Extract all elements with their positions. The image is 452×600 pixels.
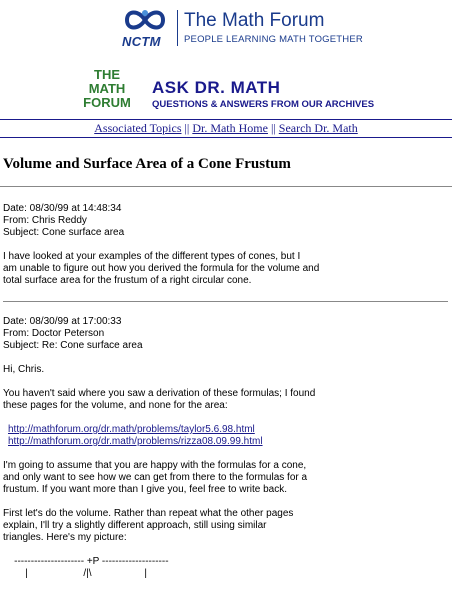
nctm-logo[interactable] bbox=[122, 8, 172, 50]
diagram-line: --------------------- +P -------------------- bbox=[3, 556, 169, 567]
header-divider bbox=[177, 10, 178, 46]
question-body bbox=[3, 251, 448, 287]
nav-bottom-rule bbox=[0, 137, 452, 138]
question-date: Date: 08/30/99 at 14:48:34 bbox=[3, 203, 122, 214]
answer-paragraph bbox=[3, 460, 448, 496]
nctm-label: NCTM bbox=[122, 34, 161, 49]
answer-header bbox=[3, 316, 448, 352]
link-line bbox=[3, 424, 448, 436]
answer-date: Date: 08/30/99 at 17:00:33 bbox=[3, 316, 122, 327]
nav-top-rule bbox=[0, 119, 452, 120]
answer-subject: Subject: Re: Cone surface area bbox=[3, 340, 143, 351]
body-line: total surface area for the frustum of a right circular cone. bbox=[3, 275, 252, 286]
forum-tagline: PEOPLE LEARNING MATH TOGETHER bbox=[184, 34, 363, 45]
ask-dr-math-subtitle: QUESTIONS & ANSWERS FROM OUR ARCHIVES bbox=[152, 99, 375, 110]
ask-dr-math-title[interactable]: ASK DR. MATH bbox=[152, 78, 281, 97]
page-title: Volume and Surface Area of a Cone Frustum bbox=[3, 156, 291, 172]
message-thread bbox=[3, 203, 448, 580]
nctm-infinity-icon bbox=[122, 8, 168, 32]
message-divider bbox=[3, 301, 448, 302]
body-line: First let's do the volume. Rather than repeat what the other pages bbox=[3, 508, 294, 519]
body-line: You haven't said where you saw a derivation of these formulas; I found bbox=[3, 388, 316, 399]
title-rule bbox=[0, 186, 452, 187]
the-math-forum-logo[interactable] bbox=[78, 68, 136, 110]
answer-paragraph bbox=[3, 508, 448, 544]
taylor-problem-link[interactable]: http://mathforum.org/dr.math/problems/taylor5.6.98.html bbox=[8, 424, 255, 435]
nav-link-associated-topics[interactable]: Associated Topics bbox=[94, 121, 182, 135]
nav-link-search-dr-math[interactable]: Search Dr. Math bbox=[278, 121, 358, 135]
body-line: triangles. Here's my picture: bbox=[3, 532, 127, 543]
logo-line: THE bbox=[94, 67, 120, 82]
body-line: I'm going to assume that you are happy with the formulas for a cone, bbox=[3, 460, 307, 471]
answer-from: From: Doctor Peterson bbox=[3, 328, 105, 339]
body-line: frustum. If you want more than I give you, feel free to write back. bbox=[3, 484, 288, 495]
body-line: I have looked at your examples of the different types of cones, but I bbox=[3, 251, 301, 262]
nav-link-dr-math-home[interactable]: Dr. Math Home bbox=[192, 121, 268, 135]
forum-title[interactable]: The Math Forum bbox=[184, 10, 325, 31]
math-forum-header bbox=[122, 8, 442, 50]
question-subject: Subject: Cone surface area bbox=[3, 227, 125, 238]
body-line: explain, I'll try a slightly different approach, still using similar bbox=[3, 520, 267, 531]
rizza-problem-link[interactable]: http://mathforum.org/dr.math/problems/rizza08.09.99.html bbox=[8, 436, 263, 447]
nav-bar bbox=[0, 121, 452, 136]
logo-line: FORUM bbox=[83, 95, 131, 110]
ascii-diagram bbox=[3, 556, 448, 580]
question-from: From: Chris Reddy bbox=[3, 215, 87, 226]
link-line bbox=[3, 436, 448, 448]
answer-paragraph bbox=[3, 388, 448, 412]
body-line: these pages for the volume, and none for the area: bbox=[3, 400, 228, 411]
body-line: and only want to see how we can get from there to the formulas for a bbox=[3, 472, 308, 483]
diagram-line: | /|\ | bbox=[3, 568, 147, 579]
nav-separator: || bbox=[270, 121, 276, 135]
question-header bbox=[3, 203, 448, 239]
body-line: am unable to figure out how you derived the formula for the volume and bbox=[3, 263, 320, 274]
nav-separator: || bbox=[184, 121, 190, 135]
logo-line: MATH bbox=[88, 81, 126, 96]
answer-greeting: Hi, Chris. bbox=[3, 364, 45, 375]
